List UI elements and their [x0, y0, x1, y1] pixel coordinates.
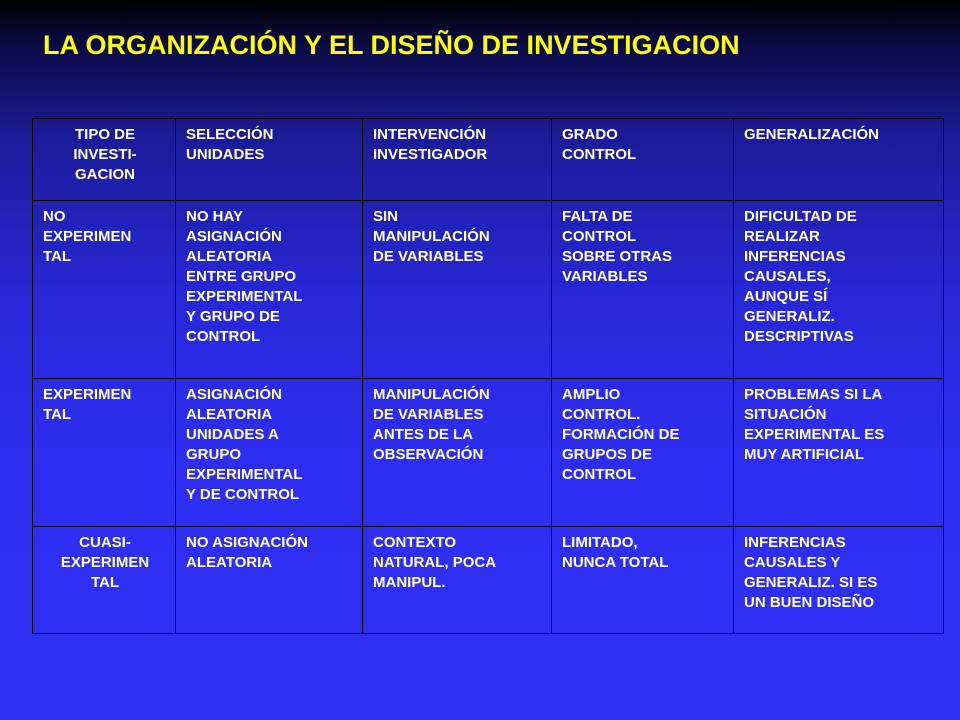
table-cell: [176, 201, 363, 379]
table-cell: [176, 379, 363, 527]
table-cell: [363, 527, 552, 634]
cell-text: INFERENCIAS CAUSALES Y GENERALIZ. SI ES UN BUEN DISEÑO: [744, 534, 878, 611]
cell-text: ASIGNACIÓN ALEATORIA UNIDADES A GRUPO EXPERIMENTAL Y DE CONTROL: [186, 386, 303, 503]
cell-text: NO ASIGNACIÓN ALEATORIA: [186, 534, 308, 571]
header-cell-intervencion: [363, 119, 552, 201]
cell-text: CONTEXTO NATURAL, POCA MANIPUL.: [373, 534, 497, 591]
table-cell: [33, 379, 176, 527]
header-cell-text: TIPO DE INVESTI- GACION: [73, 126, 137, 183]
cell-text: SIN MANIPULACIÓN DE VARIABLES: [373, 208, 490, 265]
cell-text: DIFICULTAD DE REALIZAR INFERENCIAS CAUSALES, AUNQUE SÍ GENERALIZ. DESCRIPTIVAS: [744, 208, 857, 345]
cell-text: PROBLEMAS SI LA SITUACIÓN EXPERIMENTAL ES MUY ARTIFICIAL: [744, 386, 885, 463]
table-row: [33, 379, 944, 527]
cell-text: EXPERIMEN TAL: [43, 386, 132, 423]
header-cell-grado: [552, 119, 734, 201]
table-cell: [33, 527, 176, 634]
table-cell: [552, 527, 734, 634]
table-cell: [734, 527, 944, 634]
header-cell-text: INTERVENCIÓN INVESTIGADOR: [373, 126, 488, 163]
header-cell-tipo: [33, 119, 176, 201]
header-cell-text: GENERALIZACIÓN: [744, 126, 879, 143]
header-cell-generalizacion: [734, 119, 944, 201]
header-cell-seleccion: [176, 119, 363, 201]
table-cell: [734, 201, 944, 379]
cell-text: CUASI- EXPERIMEN TAL: [60, 534, 150, 591]
table-header-row: [33, 119, 944, 201]
table-cell: [363, 379, 552, 527]
cell-text: NO HAY ASIGNACIÓN ALEATORIA ENTRE GRUPO EXPERIMENTAL Y GRUPO DE CONTROL: [186, 208, 303, 345]
table-cell: [734, 379, 944, 527]
cell-text: FALTA DE CONTROL SOBRE OTRAS VARIABLES: [562, 208, 673, 285]
header-cell-text: GRADO CONTROL: [562, 126, 637, 163]
table-cell: [176, 527, 363, 634]
table-cell: [552, 201, 734, 379]
table-row: [33, 527, 944, 634]
cell-text: MANIPULACIÓN DE VARIABLES ANTES DE LA OBSERVACIÓN: [373, 386, 490, 463]
cell-text: LIMITADO, NUNCA TOTAL: [562, 534, 669, 571]
slide-title: LA ORGANIZACIÓN Y EL DISEÑO DE INVESTIGACION: [43, 30, 740, 60]
table-cell: [33, 201, 176, 379]
cell-text: NO EXPERIMEN TAL: [43, 208, 132, 265]
cell-text: AMPLIO CONTROL. FORMACIÓN DE GRUPOS DE CONTROL: [562, 386, 680, 483]
table-cell: [552, 379, 734, 527]
table-row: [33, 201, 944, 379]
table-cell: [363, 201, 552, 379]
header-cell-text: SELECCIÓN UNIDADES: [186, 126, 274, 163]
research-design-table: [32, 118, 944, 634]
